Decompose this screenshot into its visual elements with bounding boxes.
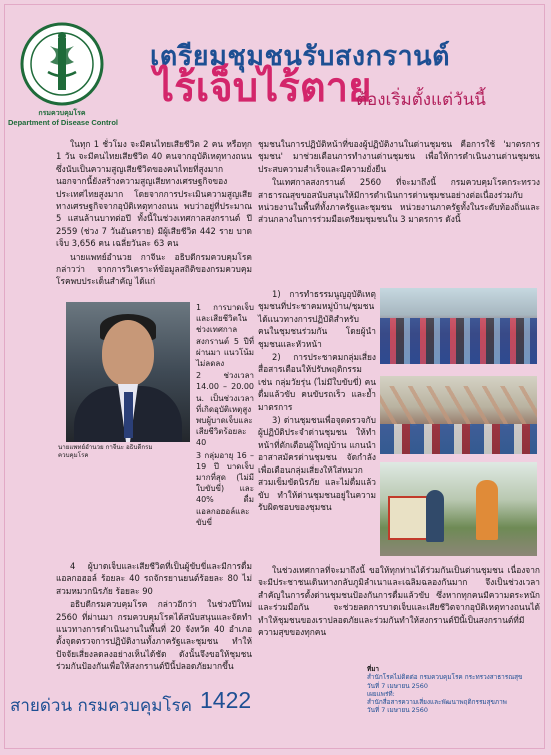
community-checkpoint-photo <box>380 462 537 556</box>
source-label: ที่มา <box>367 665 380 673</box>
article-paragraph: 3) ด่านชุมชนเพื่อจุดตรวจกับผู้ปฏิบัติประจำด่านชุมชน ให้ทำหน้าที่ตักเตือนผู้ใหญ่บ้าน แกนนำอาสาสมัครด่านชุมชน จัดกำลังเพื่อเตือนกลุ่มเสี่ยงให้ใส่หมวก สวมเข็มขัดนิรภัย และไม่ดื่มแล้วขับ ทำให้ด่านชุมชนอยู่ในความรับผิดชอบของชุมชน <box>258 415 376 512</box>
article-col2-bottom <box>258 564 540 639</box>
headline-line-1: เตรียมชุมชนรับสงกรานต์ <box>150 41 451 72</box>
article-col2-top <box>258 138 540 227</box>
photo-caption: นายแพทย์อำนวย กาจีนะ อธิบดีกรมควบคุมโรค <box>58 444 153 459</box>
article-paragraph: 4 ผู้บาดเจ็บและเสียชีวิตที่เป็นผู้ขับขี่และมีการดื่มแอลกอฮอล์ ร้อยละ 40 รถจักรยานยนต์ร้อยละ 80 ไม่สวมหมวกนิรภัย ร้อยละ 90 <box>56 561 252 596</box>
article-paragraph: ในเทศกาลสงกรานต์ 2560 ที่จะมาถึงนี้ กรมควบคุมโรคกระทรวงสาธารณสุขขอสนับสนุนให้มีการดำเนินการด่านชุมชนอย่างต่อเนื่องร่วมกับหน่วยงานในพื้นที่ทั้งภาครัฐและชุมชน หน่วยงานภาครัฐทั้งในระดับท้องถิ่นและส่วนกลางในการร่วมมือเตรียมชุมชนใน 3 มาตรการ ดังนี้ <box>258 177 540 225</box>
article-col2-wrap <box>258 288 376 514</box>
director-photo <box>66 302 190 442</box>
source-line: วันที่ 7 เมษายน 2560 <box>367 706 428 715</box>
meeting-photo <box>380 288 537 364</box>
article-col1-top <box>56 138 252 289</box>
article-col1-wrap <box>196 302 254 529</box>
article-paragraph: นายแพทย์อำนวย กาจีนะ อธิบดีกรมควบคุมโรค กล่าวว่า จากการวิเคราะห์ข้อมูลสถิติของกรมควบคุมโรคพบประเด็นสำคัญ ได้แก่ <box>56 251 252 287</box>
source-line: สำนักโรคไม่ติดต่อ กรมควบคุมโรค กระทรวงสาธารณสุข <box>367 673 523 682</box>
article-paragraph: ในช่วงเทศกาลที่จะมาถึงนี้ ขอให้ทุกท่านได้ร่วมกันเป็นด่านชุมชน เนื่องจากจะมีประชาชนเดินทางกลับภูมิลำเนาและเฉลิมฉลองกันมาก จึงเป็นช่วงเวลาสำคัญในการตั้งด่านชุมชนป้องกันการดื่มแล้วขับ ซึ่งหากทุกคนมีความตระหนักและร่วมมือกัน จะช่วยลดการบาดเจ็บและเสียชีวิตจากอุบัติเหตุทางถนนได้ ทำให้ชุมชนของเราปลอดภัยและร่วมกันทำให้สงกรานต์ปีนี้เป็นสงกรานต์ที่มีความสุขของทุกคน <box>258 565 540 638</box>
logo-text-en: Department of Disease Control <box>8 118 119 127</box>
department-logo-icon <box>20 22 104 106</box>
headline-line-3: ต้องเริ่มตั้งแต่วันนี้ <box>356 90 486 110</box>
headline-line-2: ไร้เจ็บไร้ตาย <box>154 65 372 111</box>
article-paragraph: 2 ช่วงเวลา 14.00 – 20.00 น. เป็นช่วงเวลาที่เกิดอุบัติเหตุสูง พบผู้บาดเจ็บและเสียชีวิตร้อยละ 40 <box>196 371 254 448</box>
article-paragraph: อธิบดีกรมควบคุมโรค กล่าวอีกว่า ในช่วงปีใหม่ 2560 ที่ผ่านมา กรมควบคุมโรคได้สนับสนุนและจัดทำแนวทางการดำเนินงานในพื้นที่ 20 จังหวัด 40 อำเภอ ตั้งจุดตรวจการปฏิบัติงานทั้งภาครัฐและชุมชน ทำให้ปัจจัยเสี่ยงลดลงอย่างเห็นได้ชัด ดังนั้นจึงขอให้ชุมชนร่วมกันป้องกันเพื่อให้สงกรานต์ปีนี้ปลอดภัยมากขึ้น <box>56 599 252 672</box>
source-line: วันที่ 7 เมษายน 2560 <box>367 681 428 690</box>
source-line: เผยแพร่ที่: <box>367 689 395 698</box>
article-paragraph: 2) การประชาคมกลุ่มเสี่ยง สื่อสารเตือนให้ปรับพฤติกรรม เช่น กลุ่มวัยรุ่น (ไม่มีใบขับขี่) คนดื่มแล้วขับ คนขับรถเร็ว และย้ำมาตรการ <box>258 352 376 412</box>
article-paragraph: ชุมชนในการปฏิบัติหน้าที่ของผู้ปฏิบัติงานในด่านชุมชน คือการใช้ 'มาตรการชุมชน' มาช่วยเตือนการทำงานด่านชุมชน เพื่อให้การดำเนินงานด่านชุมชนประสบความสำเร็จและมีความยั่งยืน <box>258 139 540 174</box>
source-line: สำนักสื่อสารความเสี่ยงและพัฒนาพฤติกรรมสุขภาพ <box>367 698 507 707</box>
article-paragraph: ในทุก 1 ชั่วโมง จะมีคนไทยเสียชีวิต 2 คน หรือทุก 1 วัน จะมีคนไทยเสียชีวิต 40 คนจากอุบัติเหตุทางถนน ซึ่งนับเป็นความสูญเสียชีวิตของคนไทยที่สูงมาก นอกจากนี้ยังสร้างความสูญเสียทางเศรษฐกิจของประเทศไทยสูงมาก โดยจากการประเมินความสูญเสียทางเศรษฐกิจจากอุบัติเหตุทางถนน พบว่าอยู่ที่ประมาณ 5 แสนล้านบาทต่อปี ทั้งนี้ในช่วงเทศกาลสงกรานต์ ปี 2559 (ช่วง 7 วันอันตราย) มีผู้เสียชีวิต 442 ราย บาดเจ็บ 3,656 คน เฉลี่ยวันละ 63 คน <box>56 139 252 249</box>
article-col1-bottom <box>56 560 252 674</box>
crowd-raising-hands-photo <box>380 376 537 454</box>
article-paragraph: 1 การบาดเจ็บและเสียชีวิตในช่วงเทศกาลสงกรานต์ 5 ปีที่ผ่านมา แนวโน้มไม่ลดลง <box>196 303 254 369</box>
logo-text-th: กรมควบคุมโรค <box>38 109 86 117</box>
article-paragraph: 3 กลุ่มอายุ 16 – 19 ปี บาดเจ็บมากที่สุด (ไม่มีใบขับขี่) และ 40% ดื่มแอลกอฮอล์และขับขี่ <box>196 450 254 527</box>
source-block <box>367 665 537 715</box>
article-paragraph: 1) การทำธรรมนูญอุบัติเหตุชุมชนที่ประชาคมหมู่บ้าน/ชุมชน ได้แนวทางการปฏิบัติสำหรับคนในชุมชนร่วมกัน โดยผู้นำชุมชนและหัวหน้า <box>258 289 376 349</box>
hotline-label: สายด่วน กรมควบคุมโรค <box>10 696 193 716</box>
hotline-number: 1422 <box>200 687 252 713</box>
